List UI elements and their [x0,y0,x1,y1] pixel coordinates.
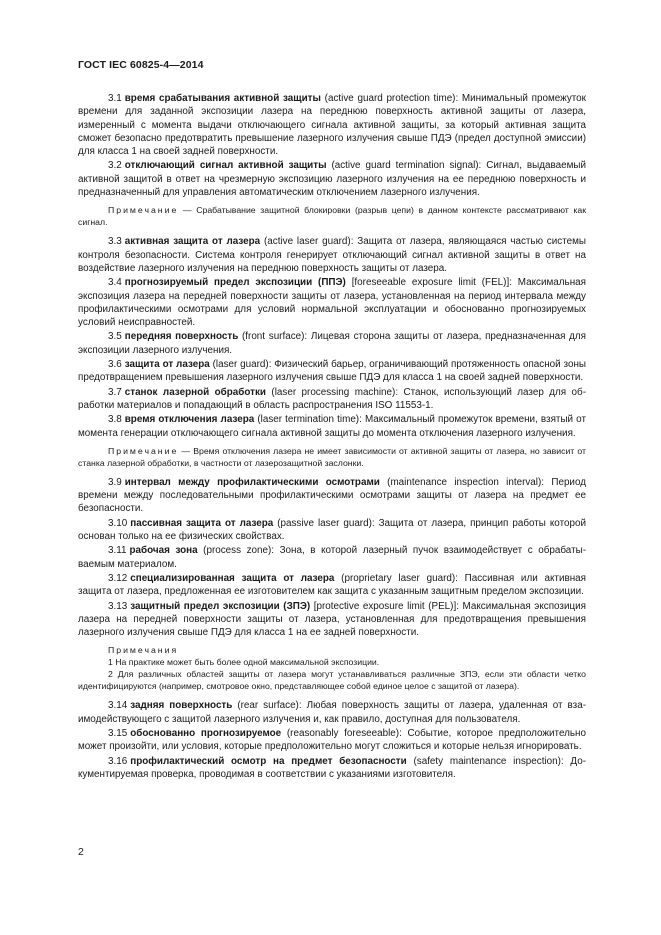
term-number: 3.2 [108,160,122,172]
term-3-11 [78,544,586,571]
term-number: 3.14 [108,700,128,712]
term-number: 3.3 [108,236,122,248]
term-3-14 [78,699,586,726]
term-number: 3.15 [108,727,128,739]
term-number: 3.1 [108,93,122,104]
term-name: защита от лазера [124,359,210,371]
term-definition: (active guard protection time): Минимальный промежуток времени для заданной экспозиции лазера на переднюю поверхность активной защиты от лазера, измеренный с момента выдачи отключающего сигнала активной защиты, за который активная защита сможет безопасно предотвратить превышение лазерного излучения свыше ПДЭ (предел доступной эмиссии) для класса 1 на своей задней поверхности. [78,93,586,158]
term-name: время отключения лазера [124,414,255,426]
term-name: рабочая зона [129,545,198,557]
term-number: 3.9 [108,476,122,488]
note-dash: — [178,205,197,216]
term-definition: (front surface): Лицевая сторона защиты от лазера, предназначенная для экспозиции лазерного излучения. [78,331,586,356]
term-number: 3.16 [108,755,128,767]
term-3-1 [78,92,586,158]
note-text: Время отключения лазера не имеет зависимости от активной защиты от лазера, но зависит от станка лазерной обработки, в частности от лазерозащитной заслонки. [78,445,587,468]
term-number: 3.4 [108,277,122,289]
term-3-10 [78,517,586,544]
term-name: передняя поверхность [124,331,239,343]
note-label: Примечание [108,205,179,216]
note-text: Срабатывание защитной блокировки (разрыв цепи) в данном контексте рассматривают как сигнал. [78,205,586,228]
note-2 [78,445,586,469]
term-name: время срабатывания активной защиты [124,93,321,104]
term-3-2 [78,159,586,199]
term-definition: [protective exposure limit (PEL)]: Максимальная экспозиция лазера на передней поверхности защиты от лазера, установленная для предотвращения превышения лазерного излучения свыше ПДЭ для класса 1 на ее задней поверхности. [78,600,586,639]
note-dash: — [178,445,194,456]
term-name: прогнозируемый предел экспозиции (ППЭ) [124,277,346,289]
note-item: 2 Для различных областей защиты от лазера могут устанавливаться различные ЗПЭ, если эти области четко идентифицируются (например, смотровое окно, представляющее собой единое целое с защитой от лазера). [78,669,586,692]
note-1 [78,204,586,228]
note-label: Примечание [108,445,179,456]
term-definition: (laser guard): Физический барьер, ограничивающий протяженность опасной зоны предотвращением превышения лазерного излучения свыше ПДЭ для класса 1 на своей задней поверхности. [78,359,586,384]
term-3-9 [78,476,586,516]
term-definition: (laser termination time): Максимальный промежуток времени, взятый от момента генерации отключающего сигнала активной защиты до момента отключения лазерного излучения. [78,414,586,439]
term-name: станок лазерной обработки [124,386,266,398]
term-number: 3.5 [108,331,122,343]
term-3-6 [78,358,586,385]
term-3-7 [78,386,586,413]
term-number: 3.10 [108,517,128,529]
term-name: пассивная защита от лазера [130,517,274,529]
term-definition: (process zone): Зона, в которой лазерный пучок взаимодействует с обрабатываемым материалом. [78,545,586,570]
term-name: активная защита от лазера [124,236,261,248]
term-definition: (passive laser guard): Защита от лазера, принцип работы которой основан только на ее физических свойствах. [78,517,586,543]
term-3-13 [78,600,586,640]
term-definition: (proprietary laser guard): Пассивная или активная защита от лазера, предложенная ее изготовителем как защита с указанным защитным пределом экспозиции. [78,572,586,598]
term-definition: (safety maintenance inspection): Документируемая проверка, проводимая в соответствии с указаниями изготовителя. [78,755,586,780]
term-definition: (rear surface): Любая поверхность защиты от лазера, удаленная от взаимодействующего с защитой лазерного излучения и, как правило, доступная для пользователя. [78,700,586,725]
term-name: интервал между профилактическими осмотрами [124,476,380,488]
term-3-16 [78,755,586,782]
term-definition: [foreseeable exposure limit (FEL)]: Максимальная экспозиция лазера на передней поверхности защиты от лазера, установленная на период интервала между профилактическими осмотрами для условий нормальной эксплуатации и обоснованно прогнозируемых условий неисправностей. [78,277,586,329]
note-3-heading: Примечания [108,645,179,656]
term-name: профилактический осмотр на предмет безопасности [130,755,407,767]
document-header: ГОСТ IEC 60825-4—2014 [78,59,204,71]
note-3-items [78,656,586,692]
term-definition: (laser processing machine): Станок, использующий лазер для обработки материалов и попадающий в область распространения ISO 11553-1. [78,386,586,411]
document-body [78,92,586,782]
term-number: 3.6 [108,359,122,371]
term-number: 3.12 [108,572,128,584]
term-number: 3.8 [108,414,122,426]
term-number: 3.7 [108,386,122,398]
term-3-12 [78,572,586,599]
page-number: 2 [78,846,84,858]
term-number: 3.11 [108,545,127,557]
term-definition: (active guard termination signal): Сигнал, выдаваемый активной защитой в ответ на чрезмерную экспозицию лазерного излучения на ее переднюю поверхность и предназначенный для управления автоматическим отключением лазерного излучения. [78,160,586,199]
note-item: 1 На практике может быть более одной максимальной экспозиции. [108,657,380,668]
term-name: задняя поверхность [130,700,233,712]
term-name: защитный предел экспозиции (ЗПЭ) [130,600,311,612]
term-name: специализированная защита от лазера [130,572,335,584]
term-3-4 [78,276,586,329]
term-definition: (maintenance inspection interval): Период времени между последовательными профилактическими осмотрами защиты от лазера на предмет ее безопасности. [78,476,586,515]
term-3-15 [78,727,586,754]
term-3-8 [78,413,586,440]
term-number: 3.13 [108,600,128,612]
term-3-3 [78,235,586,275]
term-definition: (active laser guard): Защита от лазера, являющаяся частью системы контроля безопасности. Система контроля генерирует отключающий сигнал активной защиты в ответ на воздействие лазерного излучения на переднюю поверхность защиты от лазера. [78,236,586,274]
term-name: отключающий сигнал активной защиты [124,160,327,172]
term-name: обоснованно прогнозируемое [130,727,282,739]
term-definition: (reasonably foreseeable): Событие, которое предположительно может произойти, или условия, которые предположительно могут сложиться и которые нельзя игнорировать. [78,727,586,753]
term-3-5 [78,330,586,357]
